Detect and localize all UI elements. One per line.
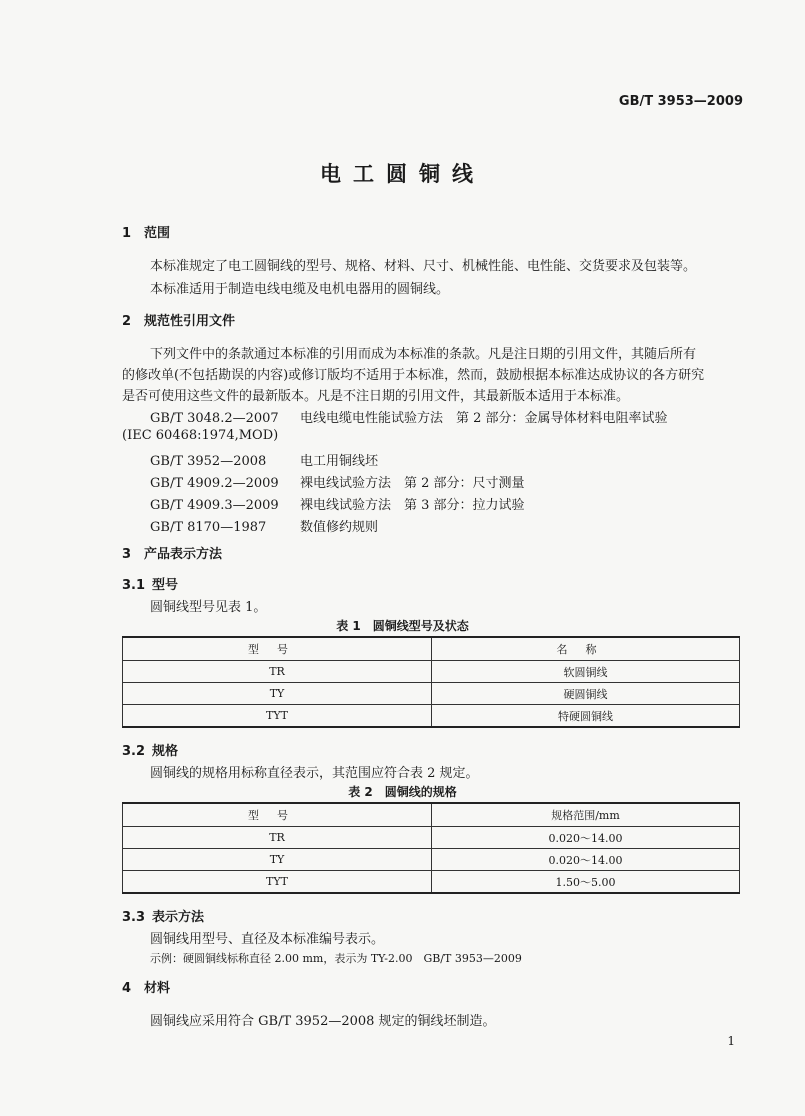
table-row bbox=[123, 683, 740, 705]
section-number: 2 bbox=[122, 314, 132, 329]
reference-title: 裸电线试验方法 第 3 部分：拉力试验 bbox=[300, 498, 525, 513]
paragraph: 圆铜线的规格用标称直径表示，其范围应符合表 2 规定。 bbox=[150, 766, 479, 781]
table-header-cell: 名称 bbox=[432, 637, 740, 661]
section-3-3-heading bbox=[122, 906, 204, 925]
section-number: 3.1 bbox=[122, 578, 146, 593]
reference-code: (IEC 60468:1974,MOD) bbox=[122, 428, 279, 443]
paragraph: 本标准规定了电工圆铜线的型号、规格、材料、尺寸、机械性能、电性能、交货要求及包装等。 bbox=[150, 259, 697, 274]
section-title: 产品表示方法 bbox=[144, 547, 223, 562]
table-cell: 软圆铜线 bbox=[432, 661, 740, 683]
reference-code: GB/T 4909.2—2009 bbox=[150, 476, 279, 491]
reference-code: GB/T 8170—1987 bbox=[150, 520, 267, 535]
table-1 bbox=[122, 636, 740, 728]
table-cell: TR bbox=[123, 827, 432, 849]
reference-item bbox=[150, 407, 668, 426]
section-number: 3.2 bbox=[122, 744, 146, 759]
section-3-heading bbox=[122, 543, 222, 562]
table-row bbox=[123, 871, 740, 894]
reference-code: GB/T 3048.2—2007 bbox=[150, 411, 279, 426]
paragraph: 圆铜线用型号、直径及本标准编号表示。 bbox=[150, 932, 385, 947]
table-row bbox=[123, 849, 740, 871]
reference-code: GB/T 4909.3—2009 bbox=[150, 498, 279, 513]
paragraph-line: 下列文件中的条款通过本标准的引用而成为本标准的条款。凡是注日期的引用文件，其随后所有 bbox=[150, 347, 697, 362]
reference-title: 数值修约规则 bbox=[300, 520, 379, 535]
paragraph-line: 的修改单(不包括勘误的内容)或修订版均不适用于本标准，然而，鼓励根据本标准达成协议的各方研究 bbox=[122, 368, 705, 383]
reference-title: 裸电线试验方法 第 2 部分：尺寸测量 bbox=[300, 476, 525, 491]
section-number: 3.3 bbox=[122, 910, 146, 925]
document-title: 电工圆铜线 bbox=[320, 162, 485, 186]
table-cell: TR bbox=[123, 661, 432, 683]
paragraph: 圆铜线应采用符合 GB/T 3952—2008 规定的铜线坯制造。 bbox=[150, 1014, 496, 1029]
section-3-1-heading bbox=[122, 574, 178, 593]
section-title: 表示方法 bbox=[152, 910, 205, 925]
table-header-cell: 型号 bbox=[123, 637, 432, 661]
table-cell: TYT bbox=[123, 871, 432, 894]
section-number: 4 bbox=[122, 981, 132, 996]
reference-item bbox=[122, 428, 278, 443]
table-cell: 0.020～14.00 bbox=[432, 849, 740, 871]
section-title: 规范性引用文件 bbox=[144, 314, 236, 329]
table-row bbox=[123, 705, 740, 728]
paragraph-line: 是否可使用这些文件的最新版本。凡是不注日期的引用文件，其最新版本适用于本标准。 bbox=[122, 389, 630, 404]
section-4-heading bbox=[122, 977, 170, 996]
paragraph: 圆铜线型号见表 1。 bbox=[150, 600, 267, 615]
table-cell: 硬圆铜线 bbox=[432, 683, 740, 705]
table-2-caption: 表 2 圆铜线的规格 bbox=[348, 785, 457, 799]
reference-item bbox=[150, 472, 525, 491]
table-cell: TYT bbox=[123, 705, 432, 728]
section-number: 1 bbox=[122, 226, 132, 241]
reference-item bbox=[150, 450, 378, 469]
table-2 bbox=[122, 802, 740, 894]
reference-code: GB/T 3952—2008 bbox=[150, 454, 267, 469]
section-2-heading bbox=[122, 310, 235, 329]
table-cell: TY bbox=[123, 849, 432, 871]
table-header-row bbox=[123, 637, 740, 661]
paragraph: 本标准适用于制造电线电缆及电机电器用的圆铜线。 bbox=[150, 282, 450, 297]
example-text: 示例：硬圆铜线标称直径 2.00 mm，表示为 TY-2.00 GB/T 3953—2009 bbox=[150, 952, 522, 965]
reference-title: 电线电缆电性能试验方法 第 2 部分：金属导体材料电阻率试验 bbox=[300, 411, 668, 426]
standard-code-header: GB/T 3953—2009 bbox=[618, 94, 743, 109]
table-header-row bbox=[123, 803, 740, 827]
reference-title: 电工用铜线坯 bbox=[300, 454, 379, 469]
table-1-caption: 表 1 圆铜线型号及状态 bbox=[336, 619, 469, 633]
section-title: 材料 bbox=[144, 981, 171, 996]
table-cell: 特硬圆铜线 bbox=[432, 705, 740, 728]
reference-item bbox=[150, 494, 525, 513]
table-row bbox=[123, 661, 740, 683]
table-header-cell: 规格范围/mm bbox=[432, 803, 740, 827]
section-3-2-heading bbox=[122, 740, 178, 759]
section-number: 3 bbox=[122, 547, 132, 562]
table-header-cell: 型号 bbox=[123, 803, 432, 827]
page-number: 1 bbox=[727, 1034, 735, 1048]
table-cell: TY bbox=[123, 683, 432, 705]
reference-item bbox=[150, 516, 378, 535]
section-1-heading bbox=[122, 222, 170, 241]
table-row bbox=[123, 827, 740, 849]
section-title: 型号 bbox=[152, 578, 179, 593]
section-title: 规格 bbox=[152, 744, 179, 759]
section-title: 范围 bbox=[144, 226, 171, 241]
table-cell: 0.020～14.00 bbox=[432, 827, 740, 849]
table-cell: 1.50～5.00 bbox=[432, 871, 740, 894]
